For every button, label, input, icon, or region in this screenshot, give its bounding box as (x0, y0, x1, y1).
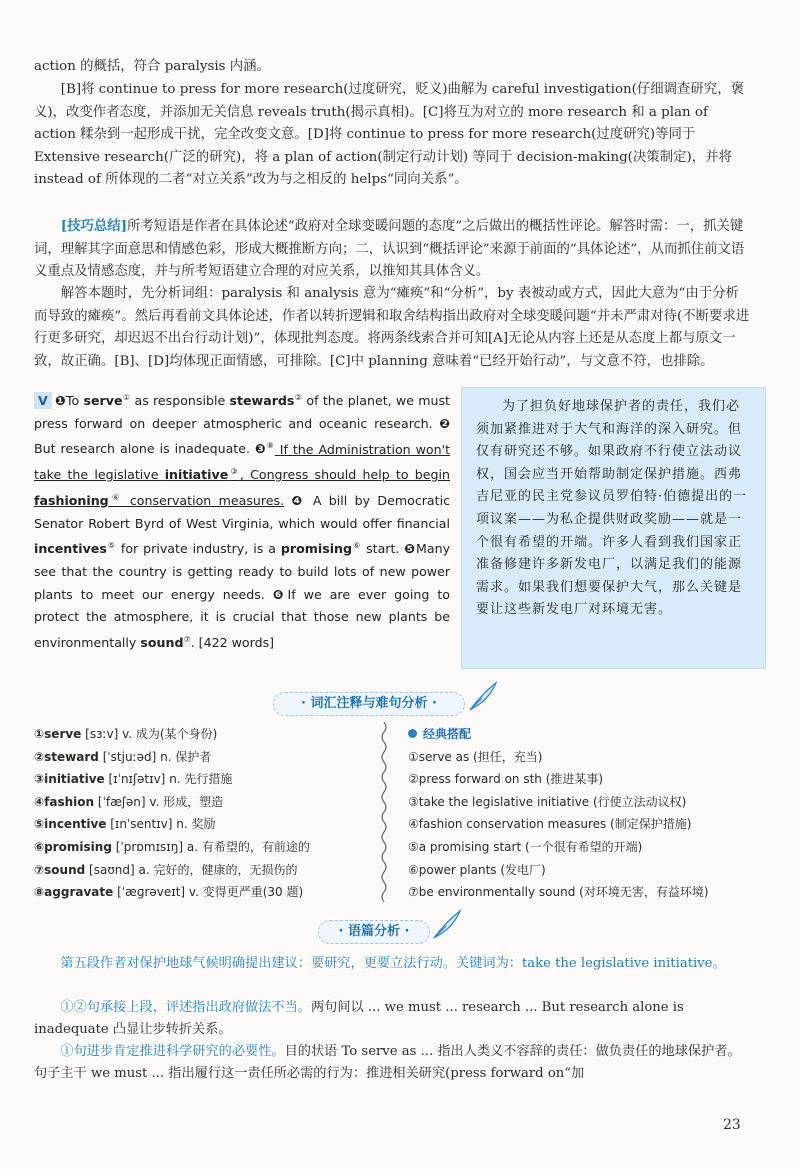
passage-fragment: If the Administration won't take the legislative (34, 441, 451, 483)
definition: v. 成为(某个身份) (122, 727, 218, 741)
bullet-dot-icon (408, 729, 417, 738)
footnote-mark: ④ (108, 492, 123, 502)
definition: n. 先行措施 (169, 772, 233, 787)
vocab-item (34, 746, 374, 769)
passage-fragment: A bill by Democratic Senator Robert Byrd of West Virginia, which would offer financial (34, 493, 451, 531)
collocation-item: ③take the legislative initiative (行使立法动议权) (408, 794, 687, 809)
vocab-word: sound (140, 635, 184, 651)
collocation-list (408, 723, 768, 904)
passage-fragment: . [422 words] (190, 635, 275, 651)
collocation-item: ④fashion conservation measures (制定保护措施) (408, 817, 692, 832)
footnote-mark: ③ (228, 467, 240, 477)
vocab-word: initiative (164, 467, 229, 483)
phonetic: [ɪˈnɪʃətɪv] (104, 772, 170, 787)
analysis-section-title: · 语篇分析 · (318, 920, 430, 944)
phonetic: [ˈprɒmɪsɪŋ] (111, 839, 187, 854)
analysis-text: 两句间以 ... we must ... research ... But research alone is inadequate 凸显让步转折关系。 (34, 1000, 684, 1037)
passage-fragment: of the planet, we must press forward on deeper atmospheric and oceanic research. (34, 393, 450, 431)
passage-fragment: If we are ever going to protect the atmosphere, it is crucial that those new plants be environmentally (34, 586, 451, 651)
vocab-item (34, 881, 374, 904)
analysis-summary: 第五段作者对保护地球气候明确提出建议：要研究，更要立法行动。关键词为：take the legislative initiative。 (60, 956, 726, 971)
option-analysis-paragraph: [B]将 continue to press for more research(过度研究，贬义)曲解为 careful investigation(仔细调查研究，褒义)，改变作者态度，并添加无关信息 reveals truth(揭示真相)。[C]将互为对立的 more research 和 a plan of action 糅杂到一起形成干扰，完全改变文意。[D]将 continue to press for more research(过度研究)等同于 Extensive research(广泛的研究)，将 a plan of action(制定行动计划) 等同于 decision-making(决策制定)，并将 instead of 所体现的二者“对立关系”改为与之相反的 helps“同向关系”。 (34, 82, 744, 187)
vocab-item (34, 723, 374, 746)
collocation-item: ⑤a promising start (一个很有希望的开端) (408, 839, 643, 854)
phonetic: [ˈstjuːəd] (98, 749, 161, 764)
quill-pen-icon (466, 680, 500, 714)
text-line: action 的概括，符合 paralysis 内涵。 (34, 59, 270, 74)
sentence-number: ❹ (291, 493, 306, 509)
definition: n. 奖励 (176, 817, 216, 832)
sentence-number: ❸ (254, 441, 267, 457)
phonetic: [sɜːv] (81, 727, 123, 741)
vocab-item (34, 813, 374, 836)
passage-fragment: Many see that the country is getting ready to build lots of new power plants to meet our energy needs. (34, 541, 451, 602)
sentence-number: ❶ (54, 393, 66, 409)
answer-paragraph: 解答本题时，先分析词组：paralysis 和 analysis 意为“瘫痪”和“分析”，by 表被动或方式，因此大意为“由于分析而导致的瘫痪”。然后再看前文具体论述，作者以转折逻辑和取舍结构指出政府对全球变暖问题“并未严肃对待(不断要求进行更多研究，却迟迟不出台行动计划)”，体现批判态度。将两条线索合并可知[A]无论从内容上还是从态度上都与原文一致，故正确。[B]、[D]均体现正面情感，可排除。[C]中 planning 意味着“已经开始行动”，与文意不符，也排除。 (34, 286, 750, 369)
footnote-mark: ⑥ (352, 541, 362, 551)
passage-fragment: start. (361, 541, 405, 557)
vocab-section-title: · 词汇注释与难句分析 · (273, 692, 465, 716)
vocab-word: ③initiative (34, 772, 105, 787)
analysis-highlight: ①句进步肯定推进科学研究的必要性。 (60, 1044, 285, 1059)
passage-text (34, 387, 450, 655)
vocab-word: ⑦sound (34, 862, 86, 877)
passage-fragment: , Congress should help to begin (239, 467, 450, 483)
definition: v. 变得更严重(30 题) (188, 885, 304, 900)
collocation-header (408, 723, 768, 746)
collocation-item: ⑦be environmentally sound (对环境无害，有益环境) (408, 885, 709, 900)
sentence-number: ❷ (439, 415, 450, 431)
collocation-item: ①serve as (担任，充当) (408, 749, 543, 764)
vocab-word: ②steward (34, 749, 99, 764)
collocation-item: ⑥power plants (发电厂) (408, 862, 546, 877)
passage-fragment: conservation measures. (122, 493, 285, 509)
phonetic: [saʊnd] (85, 862, 139, 877)
vocab-word: ①serve (34, 727, 82, 741)
vocab-item (34, 859, 374, 882)
analysis-paragraph (34, 997, 752, 1041)
vocab-word: ⑤incentive (34, 817, 107, 832)
passage-fragment: for private industry, is a (115, 541, 281, 557)
phonetic: [ɪnˈsentɪv] (106, 817, 177, 832)
vocab-word: incentives (34, 541, 107, 557)
footnote-mark: ① (122, 393, 131, 402)
definition: a. 有希望的，有前途的 (186, 839, 310, 854)
vocab-word: ⑥promising (34, 839, 112, 854)
vocab-word: ⑧aggravate (34, 885, 114, 900)
footnote-mark: ⑦ (183, 634, 191, 644)
tip-text: 所考短语是作者在具体论述“政府对全球变暖问题的态度”之后做出的概括性评论。解答时需：一，抓关键词，理解其字面意思和情感色彩，形成大概推断方向；二，认识到“概括评论”来源于前面的“具体论述”，从而抓住前文语义重点及情感态度，并与所考短语建立合理的对应关系，以推知其具体含义。 (34, 219, 745, 279)
phonetic: [ˈfæʃən] (94, 794, 150, 809)
translation-box (461, 387, 766, 669)
vocab-word: ④fashion (34, 794, 95, 809)
definition: a. 完好的，健康的，无损伤的 (138, 862, 298, 877)
vocab-item (34, 791, 374, 814)
vocab-word: fashioning (34, 493, 109, 509)
definition: n. 保护者 (160, 749, 212, 764)
analysis-text: 目的状语 To serve as ... 指出人类义不容辞的责任：做负责任的地球保护者。句子主干 we must ... 指出履行这一责任所必需的行为：推进相关研究(press forward on“加 (34, 1044, 741, 1081)
vocab-word: serve (83, 393, 123, 409)
collocation-title: 经典搭配 (423, 727, 472, 741)
page-number: 23 (723, 1117, 741, 1133)
footnote-mark: ⑤ (106, 541, 116, 551)
passage-fragment: as responsible (130, 393, 230, 409)
vocab-word: stewards (229, 393, 295, 409)
analysis-highlight: ①②句承接上段，评述指出政府做法不当。 (60, 1000, 311, 1015)
footnote-mark: ⑧ (266, 441, 275, 451)
paragraph-badge: V (34, 392, 52, 409)
quill-pen-icon (430, 908, 464, 942)
passage-fragment: To (65, 393, 84, 409)
chain-divider (379, 722, 389, 902)
vocab-item (34, 836, 374, 859)
sentence-number: ❺ (404, 541, 417, 557)
vocab-word: promising (280, 541, 353, 557)
collocation-item: ②press forward on sth (推进某事) (408, 772, 604, 787)
vocab-list (34, 723, 374, 904)
translation-text: 为了担负好地球保护者的责任，我们必须加紧推进对于大气和海洋的深入研究。但仅有研究还不够。如果政府不行使立法动议权，国会应当开始帮助制定保护措施。西弗吉尼亚的民主党参议员罗伯特·伯德提出的一项议案——为私企提供财政奖励——就是一个很有希望的开端。许多人看到我们国家正准备修建许多新发电厂，以满足我们的能源需求。如果我们想要保护大气，那么关键是要让这些新发电厂对环境无害。 (476, 399, 748, 618)
passage-english (34, 387, 450, 669)
tip-label: [技巧总结] (60, 218, 128, 234)
vocab-item (34, 768, 374, 791)
definition: v. 形成，塑造 (149, 794, 224, 809)
tip-paragraph (34, 215, 752, 284)
footnote-mark: ② (294, 393, 303, 402)
sentence-number: ❻ (272, 586, 288, 602)
phonetic: [ˈæɡrəveɪt] (113, 885, 189, 900)
analysis-paragraph (34, 1041, 752, 1085)
passage-fragment: But research alone is inadequate. (34, 441, 255, 457)
